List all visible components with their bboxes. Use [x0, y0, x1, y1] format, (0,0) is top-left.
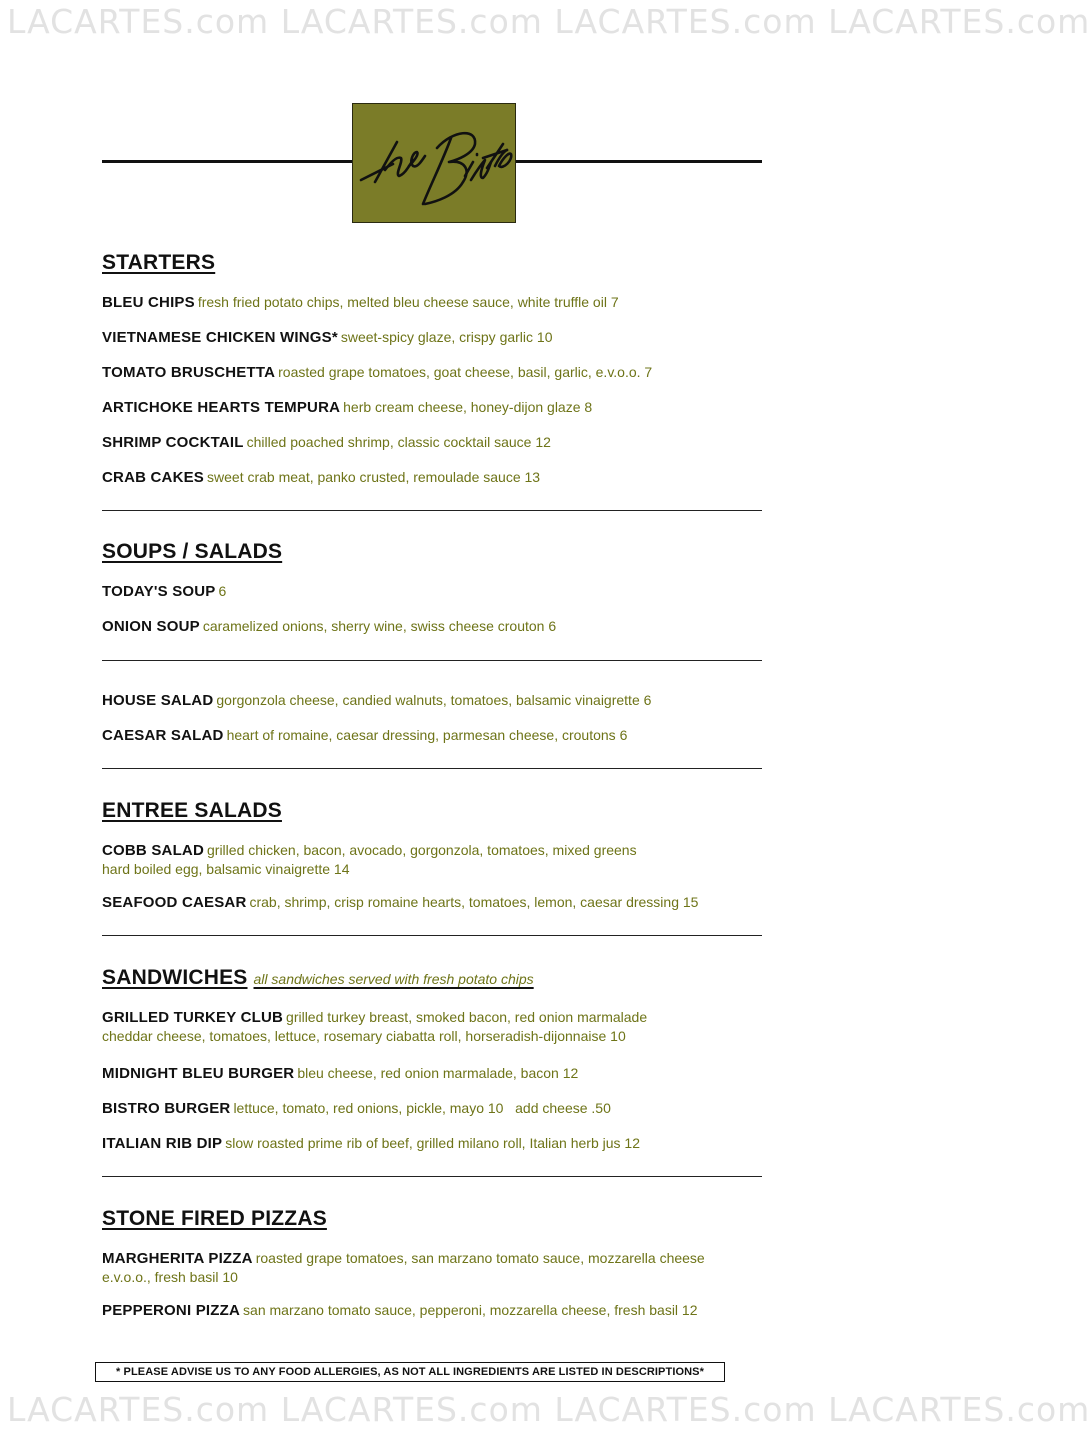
menu-item	[102, 1099, 782, 1118]
menu-item	[102, 1249, 782, 1287]
item-name: VIETNAMESE CHICKEN WINGS*	[102, 329, 338, 346]
menu-item	[102, 293, 782, 312]
item-name: PEPPERONI PIZZA	[102, 1302, 241, 1319]
logo-rule-right	[516, 160, 762, 163]
allergy-notice: * PLEASE ADVISE US TO ANY FOOD ALLERGIES, AS NOT ALL INGREDIENTS ARE LISTED IN DESCRIPTIONS*	[95, 1362, 725, 1382]
item-description: grilled turkey breast, smoked bacon, red onion marmalade	[286, 1009, 648, 1025]
section-title-starters: STARTERS	[102, 251, 216, 274]
item-description: grilled chicken, bacon, avocado, gorgonzola, tomatoes, mixed greens	[207, 842, 637, 858]
item-name: ARTICHOKE HEARTS TEMPURA	[102, 399, 341, 416]
item-name: MARGHERITA PIZZA	[102, 1250, 253, 1267]
section-divider	[102, 510, 762, 511]
section-divider	[102, 660, 762, 661]
item-description: roasted grape tomatoes, goat cheese, basil, garlic, e.v.o.o. 7	[278, 364, 653, 380]
item-name: CRAB CAKES	[102, 469, 205, 486]
item-description: heart of romaine, caesar dressing, parmesan cheese, croutons 6	[226, 727, 628, 743]
item-description-continued: e.v.o.o., fresh basil 10	[102, 1269, 238, 1285]
menu-item	[102, 617, 782, 636]
item-name: TODAY'S SOUP	[102, 583, 216, 600]
item-description: 6	[218, 583, 227, 599]
item-name: ONION SOUP	[102, 618, 200, 635]
bistro-logo-script	[353, 104, 515, 222]
section-title-text: SANDWICHES	[102, 966, 248, 989]
item-description-continued: hard boiled egg, balsamic vinaigrette 14	[102, 861, 350, 877]
section-divider	[102, 935, 762, 936]
section-title-soups-salads: SOUPS / SALADS	[102, 540, 283, 563]
menu-item	[102, 468, 782, 487]
menu-item	[102, 691, 782, 710]
item-name: SHRIMP COCKTAIL	[102, 434, 244, 451]
item-description: fresh fried potato chips, melted bleu cheese sauce, white truffle oil 7	[197, 294, 619, 310]
item-name: CAESAR SALAD	[102, 727, 224, 744]
item-description: chilled poached shrimp, classic cocktail sauce 12	[246, 434, 551, 450]
bistro-logo	[352, 103, 516, 223]
menu-item	[102, 893, 782, 912]
menu-item	[102, 1301, 782, 1320]
item-name: ITALIAN RIB DIP	[102, 1135, 223, 1152]
item-name: GRILLED TURKEY CLUB	[102, 1009, 284, 1026]
logo-rule-left	[102, 160, 352, 163]
item-description: roasted grape tomatoes, san marzano tomato sauce, mozzarella cheese	[255, 1250, 705, 1266]
menu-item	[102, 328, 782, 347]
item-name: BISTRO BURGER	[102, 1100, 231, 1117]
section-title-sandwiches	[102, 966, 534, 990]
section-title-pizzas: STONE FIRED PIZZAS	[102, 1207, 327, 1230]
menu-item	[102, 1134, 782, 1153]
item-description: crab, shrimp, crisp romaine hearts, tomatoes, lemon, caesar dressing 15	[249, 894, 699, 910]
menu-item	[102, 398, 782, 417]
menu-item	[102, 726, 782, 745]
section-divider	[102, 768, 762, 769]
watermark-bottom: LACARTES.com LACARTES.com LACARTES.com LACARTES.com	[7, 1390, 1090, 1429]
menu-item	[102, 1008, 782, 1046]
watermark-top: LACARTES.com LACARTES.com LACARTES.com LACARTES.com	[7, 2, 1090, 41]
section-note: all sandwiches served with fresh potato chips	[253, 971, 534, 987]
item-name: TOMATO BRUSCHETTA	[102, 364, 276, 381]
item-name: MIDNIGHT BLEU BURGER	[102, 1065, 295, 1082]
item-description: sweet crab meat, panko crusted, remoulade sauce 13	[207, 469, 541, 485]
item-description: herb cream cheese, honey-dijon glaze 8	[343, 399, 593, 415]
item-description: slow roasted prime rib of beef, grilled milano roll, Italian herb jus 12	[225, 1135, 640, 1151]
item-name: BLEU CHIPS	[102, 294, 195, 311]
item-description: lettuce, tomato, red onions, pickle, mayo 10 add cheese .50	[233, 1100, 611, 1116]
menu-item	[102, 1064, 782, 1083]
menu-item	[102, 582, 782, 601]
section-divider	[102, 1176, 762, 1177]
item-description: gorgonzola cheese, candied walnuts, tomatoes, balsamic vinaigrette 6	[216, 692, 652, 708]
item-description: sweet-spicy glaze, crispy garlic 10	[340, 329, 553, 345]
item-description: bleu cheese, red onion marmalade, bacon 12	[297, 1065, 579, 1081]
item-name: COBB SALAD	[102, 842, 204, 859]
item-description: san marzano tomato sauce, pepperoni, mozzarella cheese, fresh basil 12	[243, 1302, 698, 1318]
item-name: HOUSE SALAD	[102, 692, 214, 709]
menu-item	[102, 433, 782, 452]
item-description: caramelized onions, sherry wine, swiss cheese crouton 6	[202, 618, 557, 634]
item-description-continued: cheddar cheese, tomatoes, lettuce, rosemary ciabatta roll, horseradish-dijonnaise 10	[102, 1028, 626, 1044]
menu-item	[102, 363, 782, 382]
menu-item	[102, 841, 782, 879]
section-title-entree-salads: ENTREE SALADS	[102, 799, 282, 822]
item-name: SEAFOOD CAESAR	[102, 894, 247, 911]
